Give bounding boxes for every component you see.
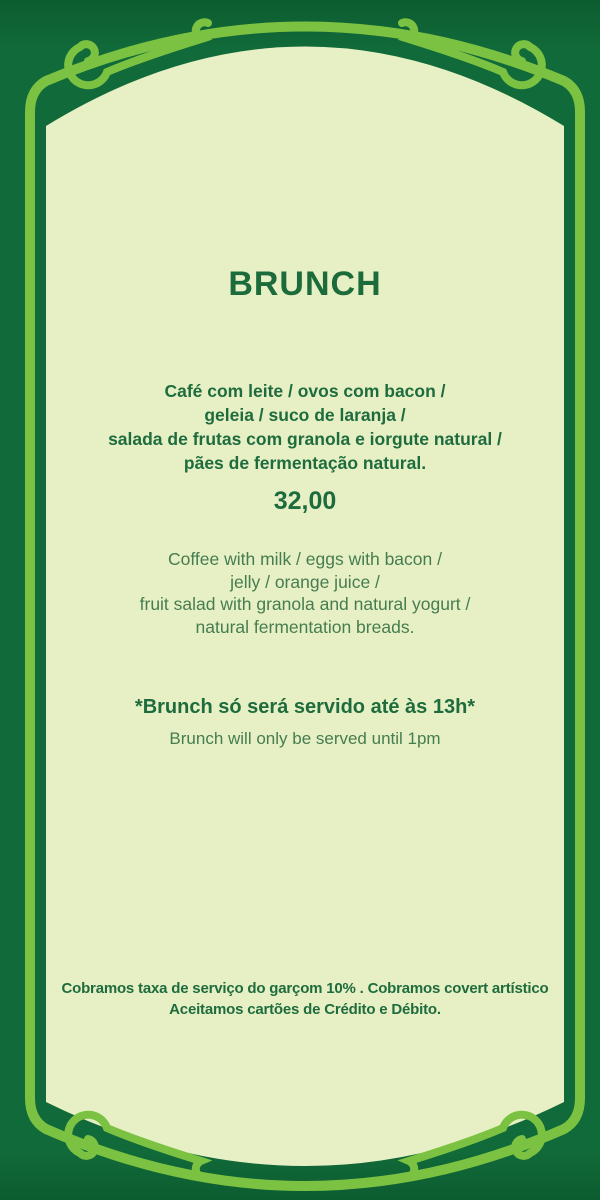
item-description-pt (46, 379, 564, 475)
serving-notice-en: Brunch will only be served until 1pm (169, 729, 441, 748)
text-line: salada de frutas com granola e iorgute natural / (108, 429, 502, 449)
item-description-en (46, 548, 564, 638)
text-line: Aceitamos cartões de Crédito e Débito. (169, 1001, 441, 1018)
text-line: jelly / orange juice / (230, 571, 380, 592)
text-line: natural fermentation breads. (195, 616, 415, 637)
item-price: 32,00 (273, 487, 337, 515)
text-line: Coffee with milk / eggs with bacon / (168, 549, 442, 569)
serving-notice-pt: *Brunch só será servido até às 13h* (134, 696, 476, 718)
text-line: Café com leite / ovos com bacon / (164, 381, 446, 401)
text-line: geleia / suco de laranja / (204, 405, 406, 425)
menu-title: BRUNCH (228, 265, 382, 303)
menu-footer (46, 978, 564, 1020)
text-line: pães de fermentação natural. (183, 453, 427, 473)
text-line: Cobramos taxa de serviço do garçom 10% . Cobramos covert artístico (61, 980, 549, 997)
text-line: fruit salad with granola and natural yogurt / (139, 594, 471, 614)
